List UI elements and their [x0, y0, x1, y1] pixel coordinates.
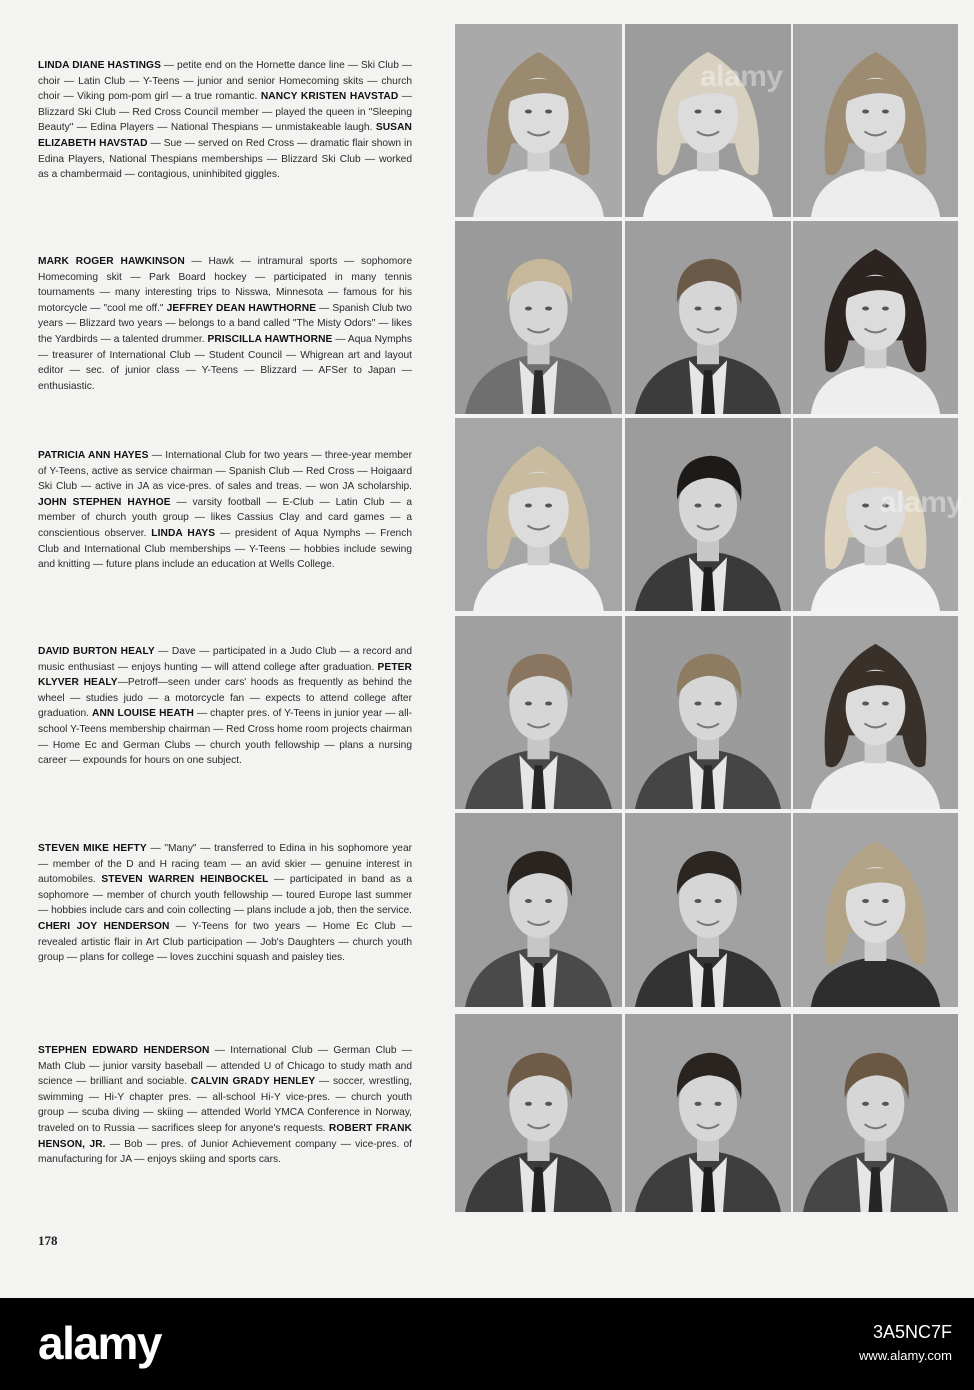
- student-description: — president of Aqua Nymphs — French Club and International Club memberships — Y-Teens — hobbies include sewing and knitting — future plans include an education at Wells College.: [38, 527, 412, 571]
- portrait-svg: [455, 1014, 622, 1212]
- portrait-svg: [793, 813, 958, 1007]
- student-portrait: [793, 616, 958, 809]
- student-portrait: [625, 1014, 791, 1212]
- student-name: DAVID BURTON HEALY: [38, 646, 155, 657]
- student-portrait: [625, 813, 791, 1007]
- student-name: LINDA DIANE HASTINGS: [38, 60, 161, 71]
- footer-url: www.alamy.com: [859, 1348, 952, 1363]
- student-name: PETER KLYVER HEALY: [38, 661, 412, 689]
- student-name: SUSAN ELIZABETH HAVSTAD: [38, 122, 412, 149]
- portrait-svg: [625, 418, 791, 611]
- portrait-svg: [455, 24, 622, 217]
- watermark: alamy: [880, 486, 963, 519]
- stock-footer: [0, 1298, 974, 1390]
- portrait-svg: [793, 1014, 958, 1212]
- student-name: CALVIN GRADY HENLEY: [190, 1076, 316, 1088]
- student-portrait: [455, 813, 622, 1007]
- student-description: — Blizzard Ski Club — Red Cross Council member — played the queen in "Sleeping Beauty" — Edina Players — National Thespians — unmistakeable laugh.: [38, 91, 412, 134]
- student-name: LINDA HAYS: [151, 527, 216, 539]
- student-name: ROBERT FRANK HENSON, JR.: [38, 1122, 412, 1150]
- student-name: STEVEN WARREN HEINBOCKEL: [101, 874, 269, 886]
- student-portrait: [625, 616, 791, 809]
- student-description: — petite end on the Hornette dance line — Ski Club — choir — Latin Club — Y-Teens — junior and senior Homecoming skits — church choir — Viking pom-pom girl — a true romantic.: [38, 60, 413, 103]
- portrait-svg: [793, 24, 958, 217]
- student-portrait: [455, 616, 622, 809]
- student-description: — Y-Teens for two years — Home Ec Club — revealed artistic flair in Art Club participation — Job's Daughters — church youth group — plans for college — loves zucchini squash and paisley ties.: [38, 920, 412, 964]
- student-name: CHERI JOY HENDERSON: [38, 920, 170, 932]
- bio-block: [38, 1043, 412, 1168]
- student-description: — Hawk — intramural sports — sophomore Homecoming skit — Park Board hockey — participated in many tennis tournaments — many interesting trips to Nisswa, Minnesota — famous for his motorcycle — "cool me off.": [38, 256, 412, 314]
- bio-block: [38, 58, 412, 183]
- student-portrait: [455, 1014, 622, 1212]
- student-portrait: [455, 418, 622, 611]
- student-description: — International Club for two years — three-year member of Y-Teens, active as service chairman — Spanish Club — Red Cross — Hoigaard Ski Club — active in JA as vice-pres. of sales and treas. — won JA scholarship.: [38, 450, 412, 493]
- bio-block: [38, 644, 412, 769]
- student-description: — soccer, wrestling, swimming — Hi-Y chapter pres. — all-school Hi-Y vice-pres. — church youth group — scuba diving — skiing — attended World YMCA Conference in Norway, traveled on to Russia — sacrifices sleep for anyone's requests.: [38, 1076, 412, 1134]
- student-name: PRISCILLA HAWTHORNE: [207, 333, 333, 345]
- student-portrait: [793, 221, 958, 414]
- student-name: ANN LOUISE HEATH: [91, 708, 194, 720]
- portrait-svg: [455, 616, 622, 809]
- student-name: STEPHEN EDWARD HENDERSON: [38, 1045, 210, 1056]
- portrait-svg: [625, 1014, 791, 1212]
- portrait-svg: [625, 221, 791, 414]
- portrait-svg: [455, 221, 622, 414]
- bio-block: [38, 448, 412, 573]
- student-description: — Spanish Club two years — Blizzard two years — belongs to a band called "The Misty Odors" — likes the Yardbirds — a talented drummer.: [38, 302, 412, 345]
- footer-logo: alamy: [38, 1317, 161, 1369]
- bio-block: [38, 254, 412, 394]
- student-description: — Dave — participated in a Judo Club — a record and music enthusiast — enjoys hunting — will attend college after graduation.: [38, 646, 412, 673]
- image-id: 3A5NC7F: [872, 1322, 952, 1342]
- student-portrait: [455, 24, 622, 217]
- student-description: — Aqua Nymphs — treasurer of International Club — Student Council — Whigrean art and layout editor — sec. of junior class — Y-Teens — Blizzard — AFSer to Japan — enthusiastic.: [38, 333, 413, 392]
- student-description: — "Many" — transferred to Edina in his sophomore year — member of the D and H racing team — an avid skier — genuine interest in automobiles.: [38, 843, 413, 886]
- page-number: 178: [38, 1233, 58, 1248]
- portrait-svg: [793, 616, 958, 809]
- portrait-svg: [625, 24, 791, 217]
- student-description: — varsity football — E-Club — Latin Club — a member of church youth group — likes Cassius Clay and card games — a conscientious observer.: [38, 496, 413, 539]
- student-description: — Bob — pres. of Junior Achievement company — vice-pres. of manufacturing for JA — enjoys skiing and sports cars.: [38, 1138, 412, 1166]
- bio-block: [38, 841, 412, 966]
- student-description: — Sue — served on Red Cross — dramatic flair shown in Edina Players, National Thespians memberships — Blizzard Ski Club — worked as a chambermaid — contagious, uninhibited giggles.: [38, 137, 412, 181]
- watermark: alamy: [700, 60, 783, 93]
- student-portrait: [625, 418, 791, 611]
- student-description: — International Club — German Club — Math Club — junior varsity baseball — attended U of Chicago to study math and science — brilliant and sociable.: [38, 1045, 412, 1088]
- student-portrait: [625, 221, 791, 414]
- portrait-svg: [625, 616, 791, 809]
- student-portrait: [793, 1014, 958, 1212]
- student-name: PATRICIA ANN HAYES: [38, 450, 149, 461]
- student-description: — participated in band as a sophomore — member of church youth fellowship — toured Europe last summer — hobbies include cars and coin collecting — plans include a job, then the service.: [38, 874, 413, 917]
- student-name: MARK ROGER HAWKINSON: [38, 256, 185, 267]
- portrait-svg: [455, 813, 622, 1007]
- student-portrait: [455, 221, 622, 414]
- student-name: JEFFREY DEAN HAWTHORNE: [166, 302, 317, 314]
- student-portrait: [793, 813, 958, 1007]
- portrait-svg: [455, 418, 622, 611]
- student-name: JOHN STEPHEN HAYHOE: [38, 496, 171, 508]
- student-name: NANCY KRISTEN HAVSTAD: [260, 91, 399, 103]
- student-portrait: [625, 24, 791, 217]
- student-portrait: [793, 24, 958, 217]
- student-description: —Petroff—seen under cars' hoods as frequently as behind the wheel — studies judo — a motorcycle fan — expects to attend college after graduation.: [38, 677, 413, 720]
- student-name: STEVEN MIKE HEFTY: [38, 843, 147, 854]
- portrait-svg: [793, 221, 958, 414]
- student-description: — chapter pres. of Y-Teens in junior year — all-school Y-Teens membership chairman — Red Cross home room projects chairman — Home Ec and German Clubs — church youth fellowship — plans a nursing career — expounds for hours on one subject.: [38, 708, 412, 767]
- portrait-svg: [625, 813, 791, 1007]
